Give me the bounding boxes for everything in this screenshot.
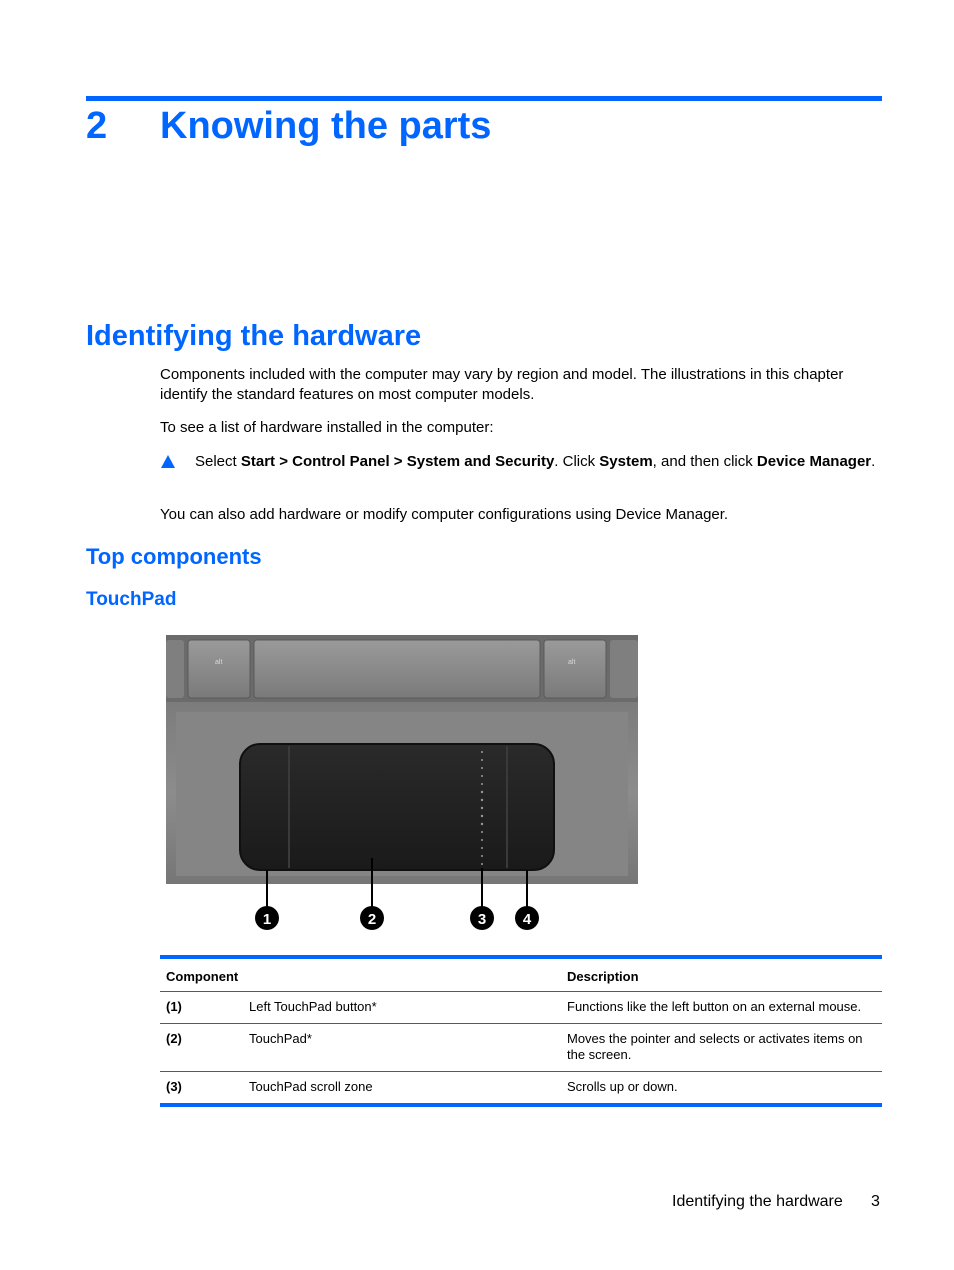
components-table: [160, 955, 882, 1107]
footer-section-title: Identifying the hardware: [672, 1193, 843, 1210]
row-description: Moves the pointer and selects or activates items on the screen.: [567, 1031, 863, 1062]
row-description: Functions like the left button on an external mouse.: [567, 999, 862, 1014]
callout-1-label: 1: [262, 911, 272, 928]
key-edge: [166, 640, 184, 698]
header-component: Component: [166, 969, 239, 984]
touchpad-illustration-svg: [166, 630, 638, 938]
callout-2-label: 2: [367, 911, 377, 928]
table-row: [160, 992, 882, 1024]
list-intro-paragraph: To see a list of hardware installed in the computer:: [160, 419, 494, 436]
space-bar: [254, 640, 540, 698]
table-row: [160, 1024, 882, 1072]
step-bold-system: System: [599, 453, 653, 470]
table-header-row: [160, 957, 882, 992]
callout-4-label: 4: [522, 911, 532, 928]
after-paragraph: You can also add hardware or modify computer configurations using Device Manager.: [160, 506, 729, 523]
alt-key-right: [544, 640, 606, 698]
footer-page-number: 3: [871, 1193, 880, 1210]
step-text: Select: [195, 453, 241, 470]
alt-key-label: alt: [568, 659, 576, 666]
key-edge: [610, 640, 638, 698]
alt-key-label: alt: [215, 659, 223, 666]
touchpad-illustration: [166, 630, 638, 938]
step-instruction: [195, 452, 885, 472]
chapter-title: Knowing the parts: [160, 105, 492, 147]
intro-paragraph: Components included with the computer may vary by region and model. The illustrations in this chapter identify the standard features on most computer models.: [160, 366, 844, 403]
row-description: Scrolls up or down.: [567, 1079, 678, 1094]
section-heading: Identifying the hardware: [86, 320, 422, 352]
row-number: (1): [166, 999, 182, 1014]
callout-2: [360, 906, 384, 930]
chapter-rule: [86, 96, 882, 101]
chapter-number: 2: [86, 105, 108, 147]
step-bold-device-manager: Device Manager: [756, 453, 872, 470]
row-component: TouchPad*: [249, 1031, 312, 1046]
step-text: .: [871, 453, 876, 470]
step-text: , and then click: [652, 453, 757, 470]
callout-3-label: 3: [477, 911, 487, 928]
callout-1: [255, 906, 279, 930]
triangle-bullet-icon: [161, 455, 175, 468]
row-component: TouchPad scroll zone: [249, 1079, 373, 1094]
step-bold-path: Start > Control Panel > System and Security: [240, 453, 555, 470]
scroll-zone-dots: [481, 751, 483, 865]
row-number: (2): [166, 1031, 182, 1046]
row-number: (3): [166, 1079, 182, 1094]
callout-4: [515, 906, 539, 930]
subsection-heading: Top components: [86, 544, 262, 569]
callout-3: [470, 906, 494, 930]
header-description: Description: [567, 969, 639, 984]
step-text: . Click: [554, 453, 600, 470]
subsubsection-heading: TouchPad: [86, 589, 177, 610]
alt-key-left: [188, 640, 250, 698]
table-row: [160, 1072, 882, 1106]
row-component: Left TouchPad button*: [249, 999, 377, 1014]
